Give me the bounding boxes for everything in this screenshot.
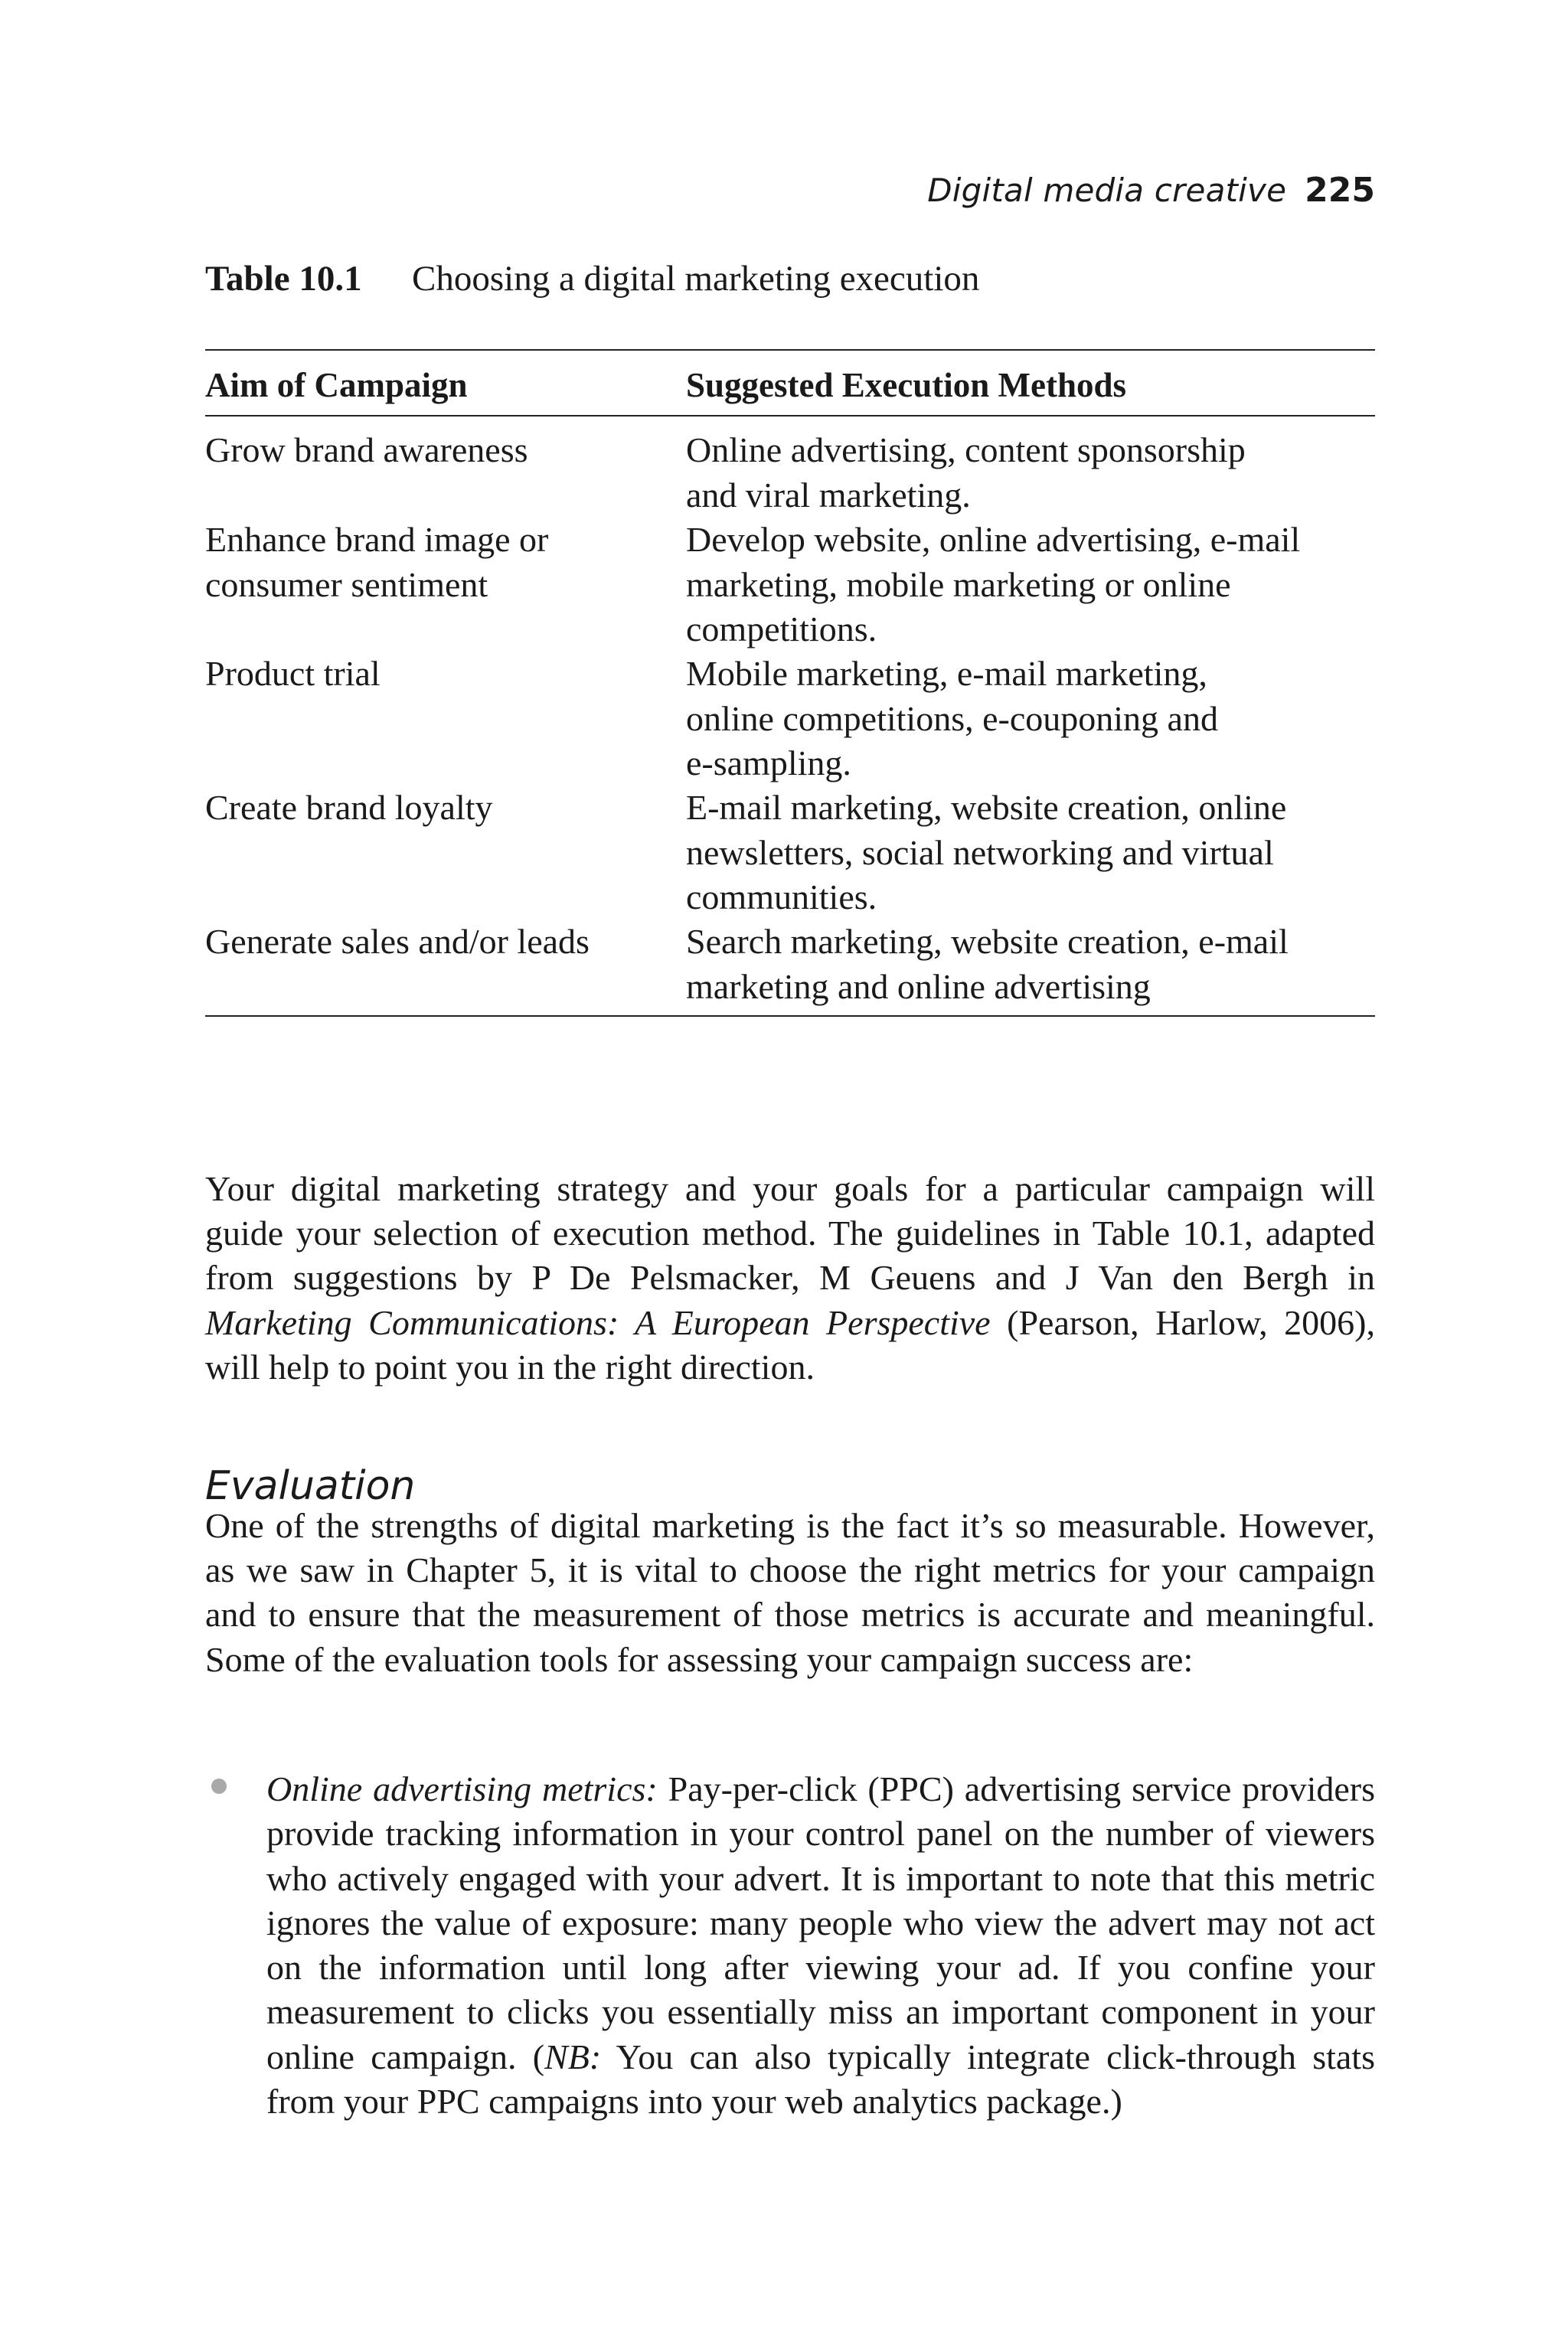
- table-top-rule: [205, 349, 1375, 351]
- table-cell-methods: Search marketing, website creation, e-mail marketing and online advertising: [686, 922, 1289, 1006]
- bullet-item: [266, 1767, 1375, 2124]
- section-heading-evaluation: Evaluation: [205, 1463, 416, 1510]
- table-cell-aim: Generate sales and/or leads: [205, 922, 590, 961]
- table-cell-methods: E-mail marketing, website creation, online newsletters, social networking and virtual communities.: [686, 788, 1287, 916]
- table-bottom-rule: [205, 1015, 1375, 1017]
- table-caption: [205, 256, 979, 302]
- table-cell-aim: Grow brand awareness: [205, 430, 528, 469]
- bullet-text-before-note: Pay-per-click (PPC) advertising service providers provide tracking information in your control panel on the number of viewers who actively engaged with your advert. It is important to note that this metric ignores the value of exposure: many people who view the advert may not act on the information until long after viewing your ad. If you confine your measurement to clicks you essentially miss an important component in your online campaign. (: [266, 1769, 1375, 2076]
- evaluation-paragraph: One of the strengths of digital marketing is the fact it’s so measurable. However, as we saw in Chapter 5, it is vital to choose the right metrics for your campaign and to ensure that the measurement of those metrics is accurate and meaningful. Some of the evaluation tools for assessing your campaign success are:: [205, 1506, 1375, 1679]
- table-caption-label: Table 10.1: [205, 259, 362, 299]
- table-cell-aim: Product trial: [205, 654, 381, 693]
- table-header-rule: [205, 415, 1375, 416]
- intro-text-after-title: (Pearson, Harlow, 2006), will help to point you in the right direction.: [205, 1302, 1375, 1387]
- table-cell-aim: Enhance brand image or consumer sentiment: [205, 520, 549, 604]
- bullet-term: Online advertising metrics:: [266, 1769, 658, 1808]
- note-label: NB:: [544, 2037, 602, 2076]
- table-cell-methods: Mobile marketing, e-mail marketing, online competitions, e-couponing and e-sampling.: [686, 654, 1218, 782]
- bullet-text-after-note: You can also typically integrate click-through stats from your PPC campaigns into your web analytics package.): [266, 2037, 1375, 2122]
- intro-paragraph: [205, 1167, 1375, 1390]
- table-column-header-methods: Suggested Execution Methods: [686, 366, 1127, 404]
- table-cell-methods: Develop website, online advertising, e-mail marketing, mobile marketing or online competitions.: [686, 520, 1301, 648]
- book-title: Marketing Communications: A European Perspective: [205, 1302, 991, 1342]
- table-cell-aim: Create brand loyalty: [205, 788, 493, 827]
- intro-text-before-title: Your digital marketing strategy and your goals for a particular campaign will guide your selection of execution method. The guidelines in Table 10.1, adapted from suggestions by P De Pelsmacker, M Geuens and J Van den Bergh in: [205, 1169, 1375, 1298]
- table-caption-text: Choosing a digital marketing execution: [412, 259, 980, 299]
- page-number: 225: [1305, 171, 1375, 210]
- running-head-section-title: Digital media creative: [927, 172, 1287, 209]
- table-cell-methods: Online advertising, content sponsorship and viral marketing.: [686, 430, 1246, 514]
- table-column-header-aim: Aim of Campaign: [205, 366, 468, 404]
- bullet-icon: [211, 1779, 227, 1794]
- running-head: [205, 170, 1375, 211]
